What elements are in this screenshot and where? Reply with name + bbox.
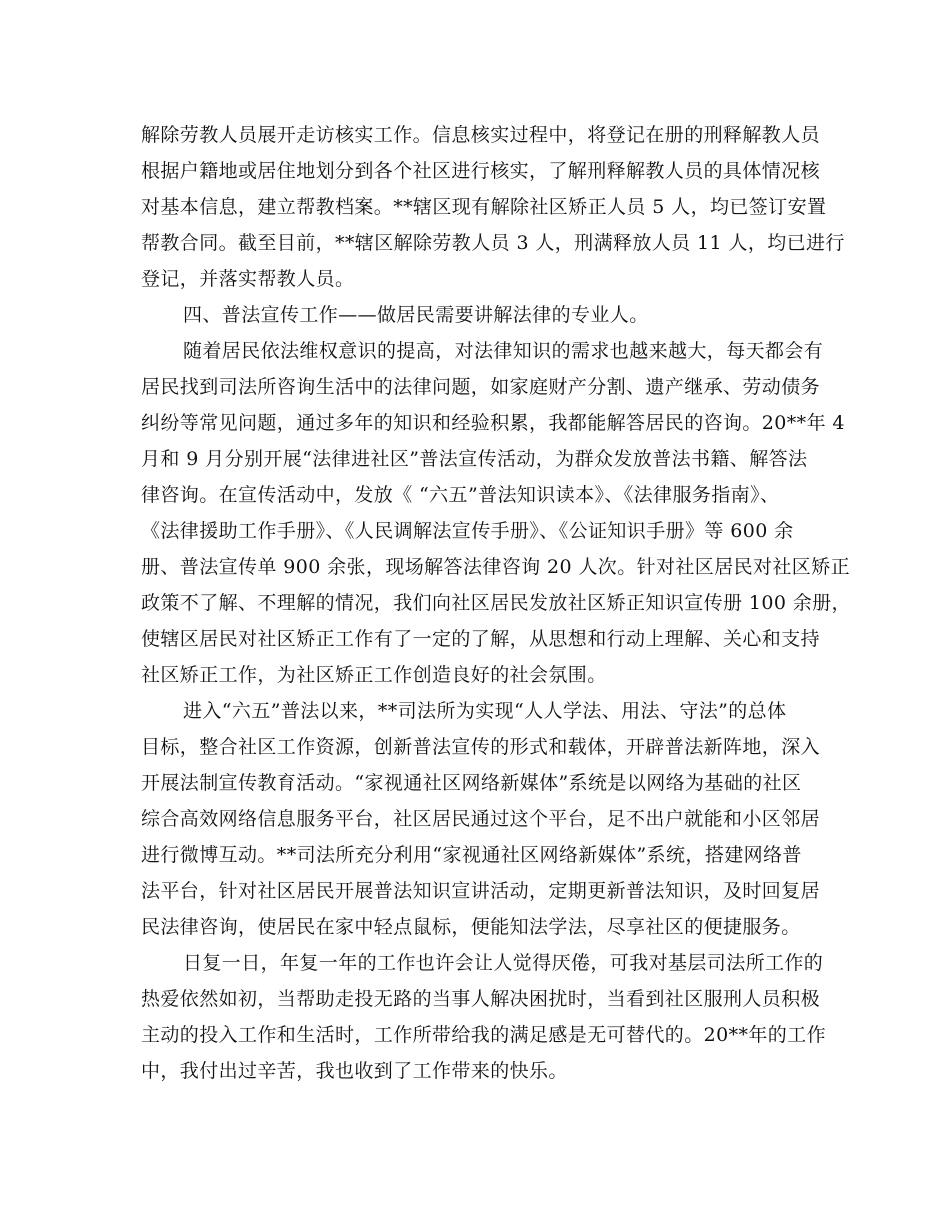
- paragraph-4: [141, 945, 826, 1089]
- text-line: 《法律援助工作手册》、《人民调解法宣传手册》、《公证知识手册》等 600 余: [141, 520, 794, 542]
- text-line: 综合高效网络信息服务平台，社区居民通过这个平台，足不出户就能和小区邻居: [141, 808, 821, 830]
- paragraph-3: [141, 693, 821, 945]
- text-line: 对基本信息，建立帮教档案。**辖区现有解除社区矫正人员 5 人，均已签订安置: [141, 196, 827, 218]
- text-line: 开展法制宣传教育活动。“家视通社区网络新媒体”系统是以网络为基础的社区: [141, 772, 802, 794]
- text-line: 月和 9 月分别开展“法律进社区”普法宣传活动，为群众发放普法书籍、解答法: [141, 448, 808, 470]
- heading-line: 四、普法宣传工作——做居民需要讲解法律的专业人。: [183, 304, 649, 326]
- text-line: 使辖区居民对社区矫正工作有了一定的了解，从思想和行动上理解、关心和支持: [141, 628, 821, 650]
- text-line: 居民找到司法所咨询生活中的法律问题，如家庭财产分割、遗产继承、劳动债务: [141, 376, 821, 398]
- paragraph-2: [141, 333, 851, 693]
- paragraph-1: [141, 117, 845, 297]
- section-heading-4: [141, 297, 811, 333]
- text-line: 册、普法宣传单 900 余张，现场解答法律咨询 20 人次。针对社区居民对社区矫正: [141, 556, 851, 578]
- text-line: 根据户籍地或居住地划分到各个社区进行核实，了解刑释解教人员的具体情况核: [141, 160, 821, 182]
- text-line: 主动的投入工作和生活时，工作所带给我的满足感是无可替代的。20**年的工作: [141, 1024, 826, 1046]
- text-line: 法平台，针对社区居民开展普法知识宣讲活动，定期更新普法知识，及时回复居: [141, 880, 821, 902]
- document-body: [141, 117, 851, 1089]
- text-line: 进入“六五”普法以来，**司法所为实现“人人学法、用法、守法”的总体: [183, 700, 787, 722]
- text-line: 纠纷等常见问题，通过多年的知识和经验积累，我都能解答居民的咨询。20**年 4: [141, 412, 845, 434]
- text-line: 民法律咨询，使居民在家中轻点鼠标，便能知法学法，尽享社区的便捷服务。: [141, 916, 801, 938]
- text-line: 登记，并落实帮教人员。: [141, 268, 355, 290]
- text-line: 政策不了解、不理解的情况，我们向社区居民发放社区矫正知识宣传册 100 余册，: [141, 592, 851, 614]
- text-line: 解除劳教人员展开走访核实工作。信息核实过程中，将登记在册的刑释解教人员: [141, 124, 821, 146]
- text-line: 社区矫正工作，为社区矫正工作创造良好的社会氛围。: [141, 664, 607, 686]
- text-line: 日复一日，年复一年的工作也许会让人觉得厌倦，可我对基层司法所工作的: [183, 952, 824, 974]
- text-line: 进行微博互动。**司法所充分利用“家视通社区网络新媒体”系统，搭建网络普: [141, 844, 802, 866]
- text-line: 目标，整合社区工作资源，创新普法宣传的形式和载体，开辟普法新阵地，深入: [141, 736, 821, 758]
- text-line: 中，我付出过辛苦，我也收到了工作带来的快乐。: [141, 1060, 568, 1082]
- text-line: 律咨询。在宣传活动中，发放《 “六五”普法知识读本》、《法律服务指南》、: [141, 484, 780, 506]
- text-line: 随着居民依法维权意识的提高，对法律知识的需求也越来越大，每天都会有: [183, 340, 824, 362]
- text-line: 热爱依然如初，当帮助走投无路的当事人解决困扰时，当看到社区服刑人员积极: [141, 988, 821, 1010]
- text-line: 帮教合同。截至目前，**辖区解除劳教人员 3 人，刑满释放人员 11 人，均已进行: [141, 232, 845, 254]
